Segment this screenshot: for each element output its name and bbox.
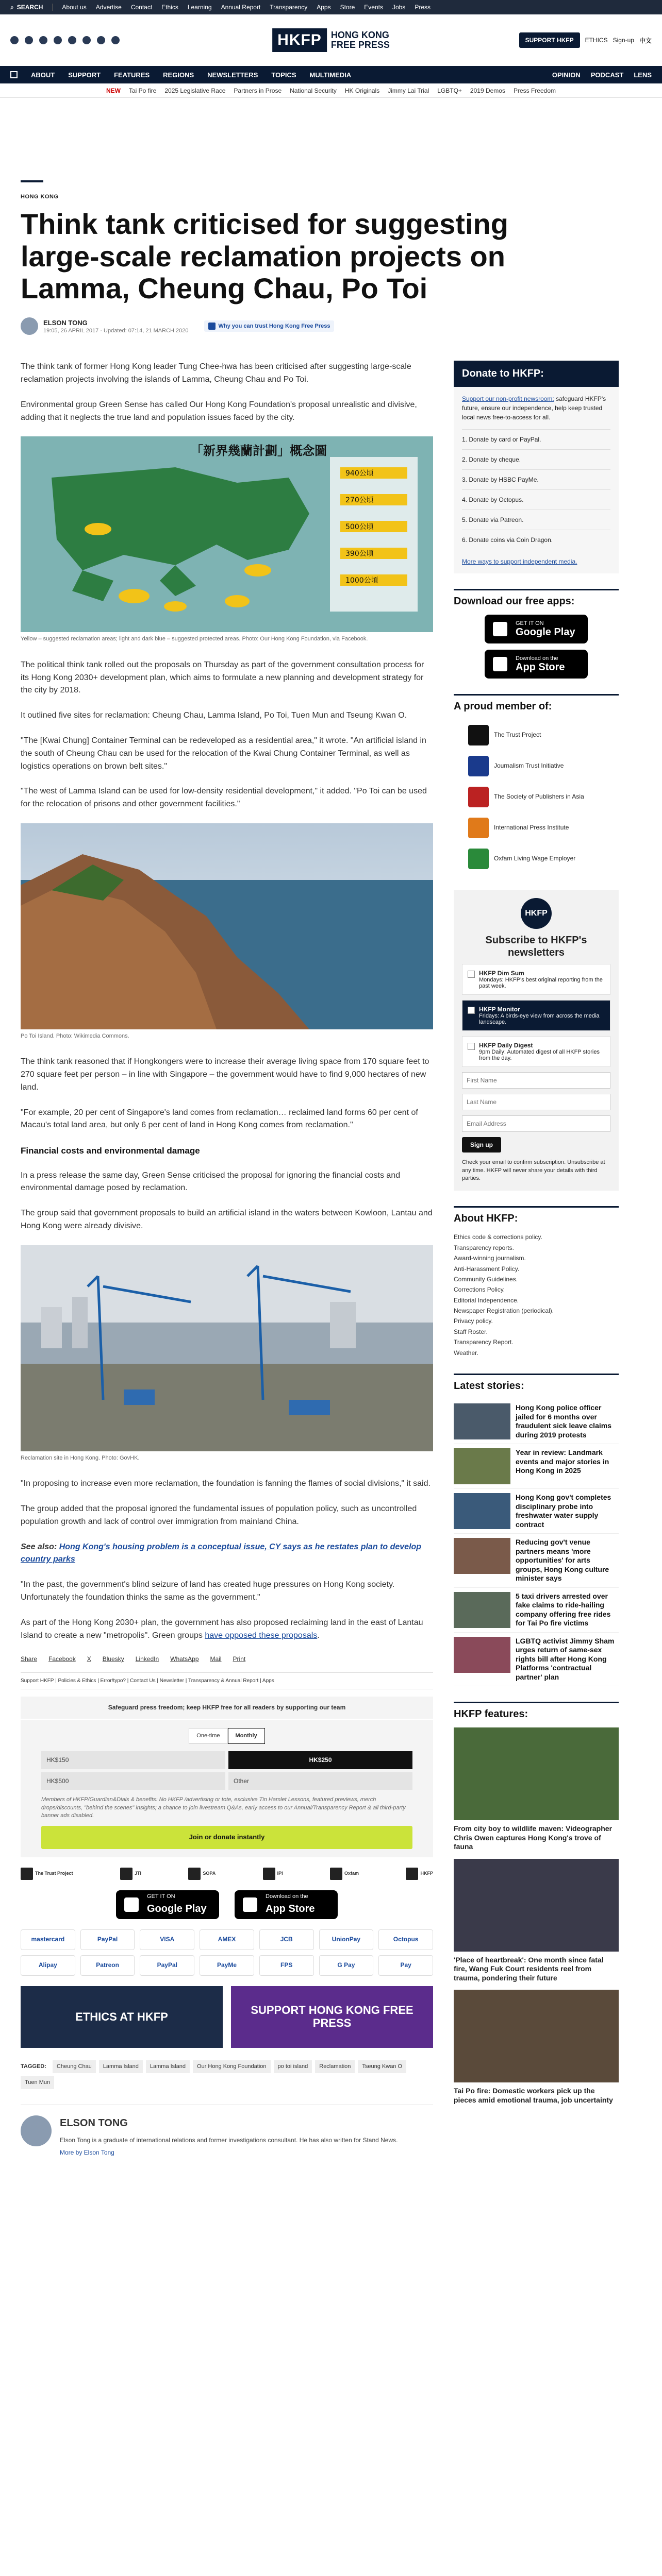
search-icon: ⌕: [10, 3, 14, 11]
first-name-input[interactable]: [462, 1072, 610, 1089]
payment-logo: PayPal: [80, 1929, 135, 1950]
reclamation-svg: [21, 1245, 433, 1451]
threads-icon[interactable]: [54, 36, 62, 44]
article-category[interactable]: HONG KONG: [21, 194, 59, 200]
features-section: [454, 1702, 619, 2105]
paragraph: "The [Kwai Chung] Container Terminal can be redeveloped as a residential area," it wrote. "An artificial island in the south of Cheung Chau can be used for the relocation of the Kwai Chung Container Terminal, as well as logistics operations on brown belt sites.": [21, 736, 426, 771]
about-item[interactable]: Newspaper Registration (periodical).: [454, 1307, 554, 1315]
map-label: 270公頃: [345, 496, 374, 505]
nav-item[interactable]: REGIONS: [163, 71, 194, 79]
promo-banners: [21, 1986, 433, 2048]
story-title[interactable]: Reducing gov't venue partners means 'more opportunities' for arts groups, Hong Kong culture minister says: [516, 1538, 609, 1583]
monthly-toggle[interactable]: Monthly: [228, 1728, 265, 1744]
nav-item[interactable]: MULTIMEDIA: [309, 71, 352, 79]
member-logo[interactable]: Journalism Trust Initiative: [454, 751, 619, 782]
story-thumbnail: [454, 1493, 510, 1529]
paragraph: It outlined five sites for reclamation: Cheung Chau, Lamma Island, Po Toi, Tuen Mun and Tseung Kwan O.: [21, 711, 407, 720]
tag[interactable]: Tseung Kwan O: [358, 2060, 406, 2073]
sopa-icon: [188, 1868, 201, 1880]
payment-logo: PayMe: [200, 1955, 254, 1976]
trending-link[interactable]: Tai Po fire: [128, 87, 157, 94]
last-name-input[interactable]: [462, 1094, 610, 1110]
paragraph: "In proposing to increase even more reclamation, the foundation is fanning the flames of social divisions," it said.: [21, 1479, 431, 1488]
share-whatsapp[interactable]: WhatsApp: [170, 1655, 199, 1663]
search-link[interactable]: ⌕ SEARCH: [10, 3, 43, 11]
donate-option[interactable]: 5. Donate via Patreon.: [462, 510, 610, 530]
amount-option[interactable]: HK$150: [41, 1751, 225, 1769]
about-item[interactable]: Community Guidelines.: [454, 1275, 518, 1283]
payment-logo: Alipay: [21, 1955, 75, 1976]
newsletter-option[interactable]: HKFP Daily Digest 9pm Daily: Automated digest of all HKFP stories from the day.: [462, 1036, 610, 1067]
see-also-link[interactable]: Hong Kong's housing problem is a conceptual issue, CY says as he restates plan to develop country parks: [21, 1542, 422, 1564]
trending-bar: [0, 83, 662, 98]
about-section: [454, 1206, 619, 1358]
home-icon[interactable]: [10, 71, 18, 78]
newsletter-title: Subscribe to HKFP's newsletters: [485, 935, 587, 959]
story-item[interactable]: [454, 1633, 619, 1687]
figure-po-toi: [21, 823, 433, 1040]
trending-link[interactable]: HK Originals: [344, 87, 380, 94]
feature-item[interactable]: [454, 1990, 619, 2105]
divider: [52, 4, 53, 11]
email-input[interactable]: [462, 1115, 610, 1132]
jti-icon: [120, 1868, 133, 1880]
ethics-link[interactable]: ETHICS: [585, 37, 608, 44]
author-box: [21, 2105, 433, 2158]
member-logo[interactable]: Oxfam Living Wage Employer: [454, 843, 619, 874]
youtube-icon[interactable]: [111, 36, 120, 44]
donate-option[interactable]: 6. Donate coins via Coin Dragon.: [462, 530, 610, 550]
jti-icon: [468, 756, 489, 776]
donate-option[interactable]: 3. Donate by HSBC PayMe.: [462, 469, 610, 489]
payment-logo: mastercard: [21, 1929, 75, 1950]
x-icon[interactable]: [25, 36, 33, 44]
trending-link[interactable]: Press Freedom: [513, 87, 556, 94]
feature-image: [454, 1990, 619, 2082]
story-thumbnail: [454, 1448, 510, 1484]
trust-logo[interactable]: Oxfam: [330, 1868, 359, 1880]
about-item[interactable]: Transparency reports.: [454, 1244, 514, 1251]
trending-link[interactable]: LGBTQ+: [437, 87, 462, 94]
features-title: HKFP features:: [454, 1708, 528, 1720]
facebook-icon[interactable]: [10, 36, 19, 44]
tag[interactable]: Tuen Mun: [21, 2076, 54, 2089]
newsletter-option[interactable]: HKFP Monitor Fridays: A birds-eye view from across the media landscape.: [462, 1000, 610, 1031]
nav-item[interactable]: PODCAST: [590, 71, 624, 79]
support-hkfp-banner[interactable]: SUPPORT HONG KONG FREE PRESS: [231, 1986, 433, 2048]
section-heading: Financial costs and environmental damage: [21, 1146, 200, 1156]
about-item[interactable]: Editorial Independence.: [454, 1296, 519, 1304]
newsletter-disclaimer: Check your email to confirm subscription. Unsubscribe at any time. HKFP will never share your details with third parties.: [462, 1159, 605, 1181]
frequency-toggle: [41, 1728, 412, 1744]
figure-caption: Yellow – suggested reclamation areas; light and dark blue – suggested protected areas. Photo: Our Hong Kong Foundation, via Facebook.: [21, 636, 368, 642]
map-label: 940公頃: [345, 469, 374, 478]
payment-logo: JCB: [259, 1929, 314, 1950]
trending-link[interactable]: Partners in Prose: [234, 87, 282, 94]
checkbox[interactable]: [468, 971, 475, 978]
donate-link[interactable]: Support our non-profit newsroom:: [462, 395, 554, 403]
amount-option[interactable]: HK$500: [41, 1772, 225, 1790]
topbar-link[interactable]: Events: [364, 4, 383, 11]
inline-link[interactable]: have opposed these proposals: [205, 1631, 318, 1640]
share-label: Share: [21, 1655, 38, 1663]
story-item[interactable]: [454, 1444, 619, 1489]
support-banner[interactable]: Safeguard press freedom; keep HKFP free for all readers by supporting our team: [21, 1697, 433, 1719]
trust-logo[interactable]: IPI: [263, 1868, 283, 1880]
nav-right: [552, 71, 652, 79]
support-button[interactable]: SUPPORT HKFP: [519, 32, 580, 48]
tag[interactable]: Lamma Island: [99, 2060, 143, 2073]
story-title[interactable]: Hong Kong police officer jailed for 6 months over fraudulent sick leave claims during 2019 protests: [516, 1403, 611, 1439]
feature-image: [454, 1859, 619, 1952]
logo-mark: HKFP: [272, 28, 327, 52]
members-title: A proud member of:: [454, 701, 552, 713]
app-store-button[interactable]: Download on the App Store: [485, 650, 588, 679]
membership-note: Members of HKFP/Guardian&Dials & benefits: No HKFP /advertising or tote, exclusive Tin Hamlet Lessons, featured previews, merch drops/discounts, "behind the scenes" insights; a chance to join livestream Q&As, early access to our Annual/Transparency Report & all third-party banner ads disabled.: [41, 1797, 406, 1819]
trust-logo[interactable]: The Trust Project: [21, 1868, 73, 1880]
topbar-link[interactable]: Press: [415, 4, 431, 11]
paragraph: "The west of Lamma Island can be used for low-density residential development," it added. "Po Toi can be used for the relocation of prisons and other government facilities.": [21, 787, 427, 809]
trust-project-icon: [468, 725, 489, 745]
chinese-link[interactable]: 中文: [639, 37, 652, 44]
paragraph: The group said that government proposals to build an artificial island in the waters between Kowloon, Lantau and Hong Kong were already divisive.: [21, 1209, 433, 1231]
tag[interactable]: Our Hong Kong Foundation: [193, 2060, 271, 2073]
author-avatar[interactable]: [21, 317, 38, 335]
signup-button[interactable]: Sign up: [462, 1137, 501, 1153]
story-item[interactable]: [454, 1399, 619, 1444]
app-store-buttons: [21, 1890, 433, 1919]
story-title[interactable]: 5 taxi drivers arrested over fake claims to ride-hailing company offering free rides for Tai Po fire victims: [516, 1591, 611, 1628]
story-thumbnail: [454, 1538, 510, 1574]
oxfam-icon: [468, 849, 489, 869]
topbar-link[interactable]: Jobs: [392, 4, 406, 11]
main-nav: [0, 66, 662, 83]
payment-logo: PayPal: [140, 1955, 194, 1976]
payment-logo: UnionPay: [319, 1929, 374, 1950]
share-bar: [21, 1654, 433, 1664]
trust-logo[interactable]: HKFP: [406, 1868, 433, 1880]
latest-stories: [454, 1374, 619, 1686]
article-body: [21, 361, 433, 2157]
reclamation-photo[interactable]: [21, 1245, 433, 1451]
telegram-icon[interactable]: [82, 36, 91, 44]
ethics-banner[interactable]: ETHICS AT HKFP: [21, 1986, 223, 2048]
google-play-icon: [493, 622, 507, 636]
trending-link[interactable]: National Security: [290, 87, 337, 94]
about-item[interactable]: Weather.: [454, 1349, 478, 1357]
map-image[interactable]: [21, 436, 433, 632]
apps-title: Download our free apps:: [454, 596, 575, 607]
member-logo[interactable]: The Trust Project: [454, 720, 619, 751]
site-header: [0, 14, 662, 66]
join-button[interactable]: Join or donate instantly: [41, 1826, 412, 1849]
topbar-link[interactable]: Annual Report: [221, 4, 261, 11]
story-title[interactable]: Hong Kong gov't completes disciplinary probe into freshwater water supply contract: [516, 1493, 611, 1529]
donate-intro: Support our non-profit newsroom: safeguard HKFP's future, ensure our independence, help keep trusted local news free-to-access for all.: [462, 395, 606, 421]
signup-link[interactable]: Sign-up: [613, 37, 634, 44]
title-rule: [21, 180, 43, 182]
map-label: 500公頃: [345, 523, 374, 532]
content-columns: [21, 361, 641, 2157]
tag[interactable]: po toi island: [274, 2060, 312, 2073]
map-title: 「新界幾蘭計劃」概念圖: [191, 444, 327, 459]
trust-project-icon: [21, 1868, 33, 1880]
apple-icon: [493, 657, 507, 671]
about-item[interactable]: Anti-Harassment Policy.: [454, 1265, 520, 1273]
topbar-link[interactable]: Ethics: [161, 4, 178, 11]
payment-methods: [21, 1929, 433, 1976]
topbar-link[interactable]: Apps: [317, 4, 331, 11]
see-also: [21, 1541, 433, 1567]
see-also-label: See also:: [21, 1542, 57, 1551]
feature-image: [454, 1727, 619, 1820]
story-item[interactable]: [454, 1489, 619, 1534]
story-title[interactable]: LGBTQ activist Jimmy Sham urges return of same-sex rights bill after Hong Kong Platforms 'contractual partner' plan: [516, 1636, 615, 1681]
amount-option[interactable]: Other: [228, 1772, 412, 1790]
nav-item[interactable]: SUPPORT: [68, 71, 101, 79]
feature-item[interactable]: [454, 1859, 619, 1983]
nav-item[interactable]: ABOUT: [31, 71, 55, 79]
paragraph: The think tank of former Hong Kong leader Tung Chee-hwa has been criticised after suggesting large-scale reclamation projects involving the islands of Lamma, Cheung Chau and Po Toi.: [21, 362, 411, 384]
donate-option[interactable]: 1. Donate by card or PayPal.: [462, 429, 610, 449]
payment-logo: Octopus: [378, 1929, 433, 1950]
app-store-button[interactable]: Download on the App Store: [235, 1890, 338, 1919]
topbar-link[interactable]: Contact: [130, 4, 153, 11]
nav-item[interactable]: TOPICS: [271, 71, 296, 79]
amount-options: [41, 1751, 412, 1790]
more-by-author-link[interactable]: More by Elson Tong: [60, 2148, 114, 2156]
donate-option[interactable]: 4. Donate by Octopus.: [462, 489, 610, 510]
instagram-icon[interactable]: [39, 36, 47, 44]
one-time-toggle[interactable]: One-time: [189, 1728, 227, 1744]
ipi-icon: [263, 1868, 275, 1880]
payment-logo: VISA: [140, 1929, 194, 1950]
tag[interactable]: Reclamation: [315, 2060, 355, 2073]
author-box-name[interactable]: ELSON TONG: [60, 2117, 128, 2129]
share-linkedin[interactable]: LinkedIn: [135, 1655, 159, 1663]
feature-title[interactable]: Tai Po fire: Domestic workers pick up the pieces amid emotional trauma, job uncertainty: [454, 2087, 613, 2104]
trust-logo[interactable]: JTI: [120, 1868, 141, 1880]
figure-caption: Reclamation site in Hong Kong. Photo: GovHK.: [21, 1454, 140, 1461]
map-label: 1000公頃: [345, 577, 378, 585]
trust-icon: [208, 323, 216, 330]
author-bio: Elson Tong is a graduate of international relations and former investigations consultant. He has also written for Stand News.: [60, 2136, 398, 2144]
donation-widget: [21, 1720, 433, 1857]
trust-logos: [21, 1868, 433, 1880]
share-bluesky[interactable]: Bluesky: [102, 1655, 124, 1663]
story-item[interactable]: [454, 1588, 619, 1633]
payment-logo: AMEX: [200, 1929, 254, 1950]
sopa-icon: [468, 787, 489, 807]
trust-logo[interactable]: SOPA: [188, 1868, 216, 1880]
topbar-link[interactable]: Advertise: [95, 4, 122, 11]
map-svg: [21, 436, 433, 632]
story-thumbnail: [454, 1592, 510, 1628]
paragraph: Environmental group Green Sense has called Our Hong Kong Foundation's proposal unrealistic and divisive, adding that it neglects the true land and population issues faced by the city.: [21, 400, 417, 422]
members-section: [454, 694, 619, 874]
share-facebook[interactable]: Facebook: [48, 1655, 76, 1663]
site-logo[interactable]: [272, 28, 390, 52]
payment-logo: G Pay: [319, 1955, 374, 1976]
newsletter-box: [454, 890, 619, 1191]
hkfp-icon: [406, 1868, 418, 1880]
story-item[interactable]: [454, 1534, 619, 1588]
oxfam-icon: [330, 1868, 342, 1880]
nav-item[interactable]: OPINION: [552, 71, 581, 79]
topbar-link[interactable]: Transparency: [270, 4, 308, 11]
google-play-button[interactable]: GET IT ON Google Play: [485, 615, 588, 643]
story-title[interactable]: Year in review: Landmark events and major stories in Hong Kong in 2025: [516, 1448, 609, 1475]
feature-item[interactable]: [454, 1727, 619, 1852]
amount-option-selected[interactable]: HK$250: [228, 1751, 412, 1769]
about-list: [454, 1232, 619, 1358]
paragraph: The political think tank rolled out the proposals on Thursday as part of the government consultation process for its Hong Kong 2030+ development plan, which aims to formulate a new planning and development strategy for the city by 2018.: [21, 660, 424, 695]
member-logo[interactable]: International Press Institute: [454, 812, 619, 843]
map-label: 390公頃: [345, 550, 374, 558]
nav-item[interactable]: NEWSLETTERS: [207, 71, 258, 79]
figure-reclamation-site: [21, 1245, 433, 1462]
about-item[interactable]: Staff Roster.: [454, 1328, 488, 1335]
tag[interactable]: Cheung Chau: [53, 2060, 96, 2073]
page-container: [21, 180, 641, 2157]
story-thumbnail: [454, 1403, 510, 1439]
new-badge: NEW: [106, 87, 121, 94]
trust-badge[interactable]: Why you can trust Hong Kong Free Press: [204, 320, 335, 332]
donate-title: Donate to HKFP:: [454, 361, 619, 387]
nav-item[interactable]: LENS: [634, 71, 652, 79]
ipi-icon: [468, 818, 489, 838]
paragraph: As part of the Hong Kong 2030+ plan, the government has also proposed reclaiming land in the east of Lantau Island to create a new "metropolis". Green groups have opposed these proposals.: [21, 1618, 423, 1640]
google-play-icon: [124, 1897, 139, 1912]
author-name[interactable]: ELSON TONG: [43, 318, 88, 327]
nav-item[interactable]: FEATURES: [114, 71, 150, 79]
trending-link[interactable]: Jimmy Lai Trial: [388, 87, 429, 94]
about-item[interactable]: Corrections Policy.: [454, 1286, 505, 1294]
article-title: Think tank criticised for suggesting large-scale reclamation projects on Lamma, Cheung Chau, Po Toi: [21, 208, 508, 305]
linkedin-icon[interactable]: [97, 36, 105, 44]
paragraph: "In the past, the government's blind seizure of land has created huge pressures on Hong Kong society. Unfortunately the foundation thinks the same as the government.": [21, 1580, 395, 1602]
feature-title[interactable]: 'Place of heartbreak': One month since fatal fire, Wang Fuk Court residents reel from trauma, pondering their future: [454, 1955, 604, 1982]
paragraph: "For example, 20 per cent of Singapore's land comes from reclamation… reclaimed land forms 60 per cent of Macau's total land area, but only 6 per cent of land in Hong Kong comes from reclamation.": [21, 1108, 418, 1130]
google-play-button[interactable]: GET IT ON Google Play: [116, 1890, 219, 1919]
share-x[interactable]: X: [87, 1655, 91, 1663]
member-logo[interactable]: The Society of Publishers in Asia: [454, 782, 619, 812]
sidebar: [454, 361, 619, 2157]
tag-list: [21, 2060, 433, 2089]
payment-logo: Patreon: [80, 1955, 135, 1976]
about-item[interactable]: Ethics code & corrections policy.: [454, 1233, 542, 1241]
newsletter-option[interactable]: HKFP Dim Sum Mondays: HKFP's best original reporting from the past week.: [462, 964, 610, 995]
article-footer-links[interactable]: Support HKFP | Policies & Ethics | Error/typo? | Contact Us | Newsletter | Transparency & Annual Report | Apps: [21, 1672, 433, 1690]
byline: [21, 317, 641, 335]
trending-link[interactable]: 2025 Legislative Race: [164, 87, 226, 94]
apple-icon: [243, 1897, 257, 1912]
checkbox[interactable]: [468, 1007, 475, 1014]
topbar-link[interactable]: About us: [62, 4, 87, 11]
about-title: About HKFP:: [454, 1213, 518, 1225]
about-item[interactable]: Privacy policy.: [454, 1317, 493, 1325]
paragraph: The group added that the proposal ignored the fundamental issues of population policy, such as uncontrolled population growth and lack of control over immigration from mainland China.: [21, 1504, 417, 1526]
paragraph: The think tank reasoned that if Hongkongers were to increase their average living space from 170 square feet to 270 square feet per person – in line with Singapore – the government would have to find 9,000 hectares of new land.: [21, 1057, 429, 1092]
logo-text: HONG KONG FREE PRESS: [330, 30, 390, 50]
apps-section: [454, 589, 619, 679]
share-print[interactable]: Print: [233, 1655, 246, 1663]
about-item[interactable]: Award-winning journalism.: [454, 1255, 526, 1262]
latest-title: Latest stories:: [454, 1380, 524, 1392]
feature-title[interactable]: From city boy to wildlife maven: Videographer Chris Owen captures Hong Kong's trove of fauna: [454, 1824, 613, 1851]
utility-bar: [0, 0, 662, 14]
article-date: 19:05, 26 APRIL 2017 · Updated: 07:14, 21 MARCH 2020: [43, 327, 189, 334]
topbar-link[interactable]: Learning: [187, 4, 212, 11]
po-toi-photo[interactable]: [21, 823, 433, 1029]
story-thumbnail: [454, 1637, 510, 1673]
more-ways-link[interactable]: More ways to support independent media.: [462, 558, 577, 566]
figure-caption: Po Toi Island. Photo: Wikimedia Commons.: [21, 1032, 129, 1039]
tag[interactable]: Lamma Island: [146, 2060, 190, 2073]
newsletter-logo: HKFP: [521, 898, 552, 929]
trending-link[interactable]: 2019 Demos: [470, 87, 505, 94]
figure-reclamation-map: [21, 436, 433, 643]
po-toi-svg: [21, 823, 433, 1029]
bluesky-icon[interactable]: [68, 36, 76, 44]
checkbox[interactable]: [468, 1043, 475, 1050]
tags-label: TAGGED:: [21, 2063, 46, 2070]
header-actions: [519, 32, 652, 48]
donate-option[interactable]: 2. Donate by cheque.: [462, 449, 610, 469]
donate-box: [454, 361, 619, 573]
social-links: [10, 36, 120, 44]
share-mail[interactable]: Mail: [210, 1655, 222, 1663]
topbar-link[interactable]: Store: [340, 4, 355, 11]
payment-logo: FPS: [259, 1955, 314, 1976]
about-item[interactable]: Transparency Report.: [454, 1338, 514, 1346]
payment-logo: Pay: [378, 1955, 433, 1976]
author-avatar[interactable]: [21, 2115, 52, 2146]
paragraph: In a press release the same day, Green Sense criticised the proposal for ignoring the financial costs and environmental damage posed by reclamation.: [21, 1171, 401, 1193]
